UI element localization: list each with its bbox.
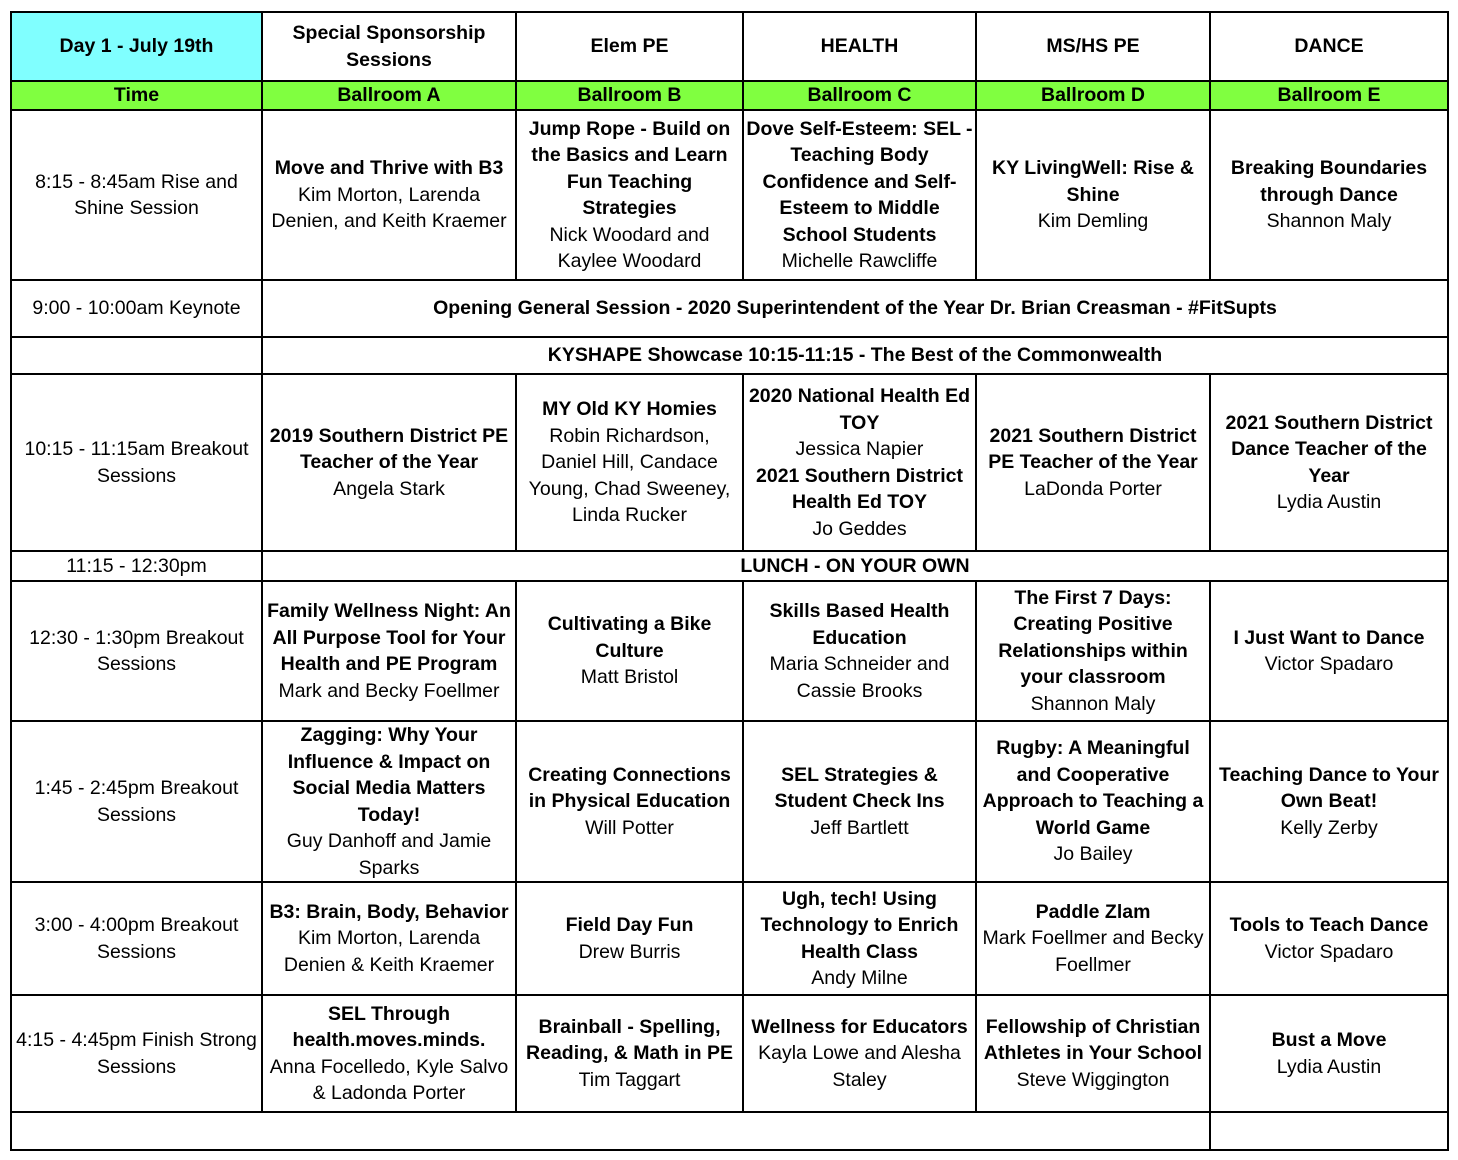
schedule-row bbox=[11, 374, 1448, 551]
session-presenter: Kim Demling bbox=[1037, 210, 1149, 233]
session-cell bbox=[976, 110, 1210, 280]
session-cell bbox=[516, 374, 743, 551]
session-presenter: Maria Schneider and Cassie Brooks bbox=[769, 653, 950, 702]
session-title: Brainball - Spelling, Reading, & Math in PE bbox=[526, 1015, 733, 1065]
time-slot: 9:00 - 10:00am Keynote bbox=[11, 280, 262, 337]
schedule-row bbox=[11, 551, 1448, 581]
session-presenter: Guy Danhoff and Jamie Sparks bbox=[286, 830, 492, 879]
session-presenter: Mark and Becky Foellmer bbox=[278, 679, 500, 702]
session-presenter: Steve Wiggington bbox=[1016, 1068, 1170, 1091]
session-cell bbox=[516, 581, 743, 721]
session-cell bbox=[516, 110, 743, 280]
session-cell bbox=[976, 882, 1210, 995]
session-cell bbox=[262, 374, 516, 551]
session-title: 2020 National Health Ed TOY bbox=[748, 385, 971, 434]
room-header-row bbox=[11, 81, 1448, 110]
session-title: 2021 Southern District Health Ed TOY bbox=[756, 464, 963, 513]
session-title: Teaching Dance to Your Own Beat! bbox=[1219, 763, 1439, 813]
track-header: DANCE bbox=[1210, 12, 1448, 81]
room-header: Ballroom B bbox=[516, 81, 743, 110]
session-cell bbox=[743, 882, 976, 995]
session-presenter: Jo Geddes bbox=[812, 517, 907, 540]
session-presenter: Andy Milne bbox=[811, 967, 908, 989]
session-presenter: Kelly Zerby bbox=[1280, 816, 1378, 839]
session-presenter: Matt Bristol bbox=[580, 666, 679, 689]
session-cell bbox=[262, 995, 516, 1112]
session-presenter: Kim Morton, Larenda Denien & Keith Kraemer bbox=[283, 927, 495, 976]
session-presenter: Victor Spadaro bbox=[1264, 653, 1394, 675]
schedule-row bbox=[11, 110, 1448, 280]
session-cell bbox=[262, 721, 516, 882]
showcase-banner: KYSHAPE Showcase 10:15-11:15 - The Best of the Commonwealth bbox=[262, 337, 1448, 374]
empty-cell bbox=[11, 1112, 1210, 1150]
session-title: Dove Self-Esteem: SEL - Teaching Body Confidence and Self-Esteem to Middle School Students bbox=[746, 117, 973, 246]
room-header: Ballroom A bbox=[262, 81, 516, 110]
schedule-row bbox=[11, 581, 1448, 721]
session-cell bbox=[1210, 882, 1448, 995]
session-cell bbox=[516, 995, 743, 1112]
time-slot: 4:15 - 4:45pm Finish Strong Sessions bbox=[11, 995, 262, 1112]
session-cell bbox=[1210, 110, 1448, 280]
schedule-row bbox=[11, 721, 1448, 882]
session-presenter: Victor Spadaro bbox=[1264, 940, 1394, 963]
empty-cell bbox=[1210, 1112, 1448, 1150]
session-presenter: Will Potter bbox=[585, 816, 674, 839]
session-title: Creating Connections in Physical Education bbox=[528, 763, 731, 813]
session-title: I Just Want to Dance bbox=[1233, 626, 1425, 649]
session-presenter: Jeff Bartlett bbox=[810, 816, 909, 839]
session-title: SEL Strategies & Student Check Ins bbox=[774, 763, 945, 813]
session-cell bbox=[516, 721, 743, 882]
time-slot: 12:30 - 1:30pm Breakout Sessions bbox=[11, 581, 262, 721]
session-cell bbox=[743, 581, 976, 721]
track-header: Elem PE bbox=[516, 12, 743, 81]
session-cell bbox=[976, 995, 1210, 1112]
session-presenter: Tim Taggart bbox=[578, 1068, 681, 1091]
session-title: Wellness for Educators bbox=[751, 1015, 968, 1038]
session-title: Family Wellness Night: An All Purpose Tool for Your Health and PE Program bbox=[267, 600, 511, 675]
session-title: Move and Thrive with B3 bbox=[274, 157, 504, 180]
empty-row bbox=[11, 1112, 1448, 1150]
lunch-break: LUNCH - ON YOUR OWN bbox=[262, 551, 1448, 581]
session-cell bbox=[1210, 581, 1448, 721]
schedule-row bbox=[11, 280, 1448, 337]
day-label: Day 1 - July 19th bbox=[11, 12, 262, 81]
room-header: Ballroom D bbox=[976, 81, 1210, 110]
session-presenter: LaDonda Porter bbox=[1024, 477, 1162, 500]
session-presenter: Kim Morton, Larenda Denien, and Keith Kraemer bbox=[271, 183, 507, 233]
track-header: MS/HS PE bbox=[976, 12, 1210, 81]
session-presenter: Robin Richardson, Daniel Hill, Candace Young, Chad Sweeney, Linda Rucker bbox=[528, 424, 731, 527]
session-presenter: Michelle Rawcliffe bbox=[781, 250, 938, 272]
session-presenter: Shannon Maly bbox=[1030, 692, 1156, 715]
schedule-row bbox=[11, 337, 1448, 374]
session-title: Fellowship of Christian Athletes in Your School bbox=[983, 1015, 1203, 1065]
session-title: Tools to Teach Dance bbox=[1229, 914, 1429, 936]
session-cell bbox=[262, 110, 516, 280]
session-title: SEL Through health.moves.minds. bbox=[292, 1002, 486, 1051]
session-cell bbox=[516, 882, 743, 995]
session-cell bbox=[262, 882, 516, 995]
track-header: Special Sponsorship Sessions bbox=[262, 12, 516, 81]
session-title: Jump Rope - Build on the Basics and Learn Fun Teaching Strategies bbox=[528, 117, 731, 219]
session-cell bbox=[743, 110, 976, 280]
session-title: B3: Brain, Body, Behavior bbox=[269, 900, 509, 923]
session-title: Paddle Zlam bbox=[1035, 900, 1151, 923]
session-cell bbox=[976, 374, 1210, 551]
session-presenter: Jessica Napier bbox=[795, 438, 924, 460]
session-title: Ugh, tech! Using Technology to Enrich Health Class bbox=[760, 887, 959, 963]
session-presenter: Mark Foellmer and Becky Foellmer bbox=[982, 927, 1204, 976]
session-cell bbox=[743, 374, 976, 551]
session-title: Skills Based Health Education bbox=[769, 600, 950, 649]
session-title: 2021 Southern District Dance Teacher of the Year bbox=[1225, 411, 1433, 487]
session-presenter: Lydia Austin bbox=[1276, 491, 1382, 513]
time-slot bbox=[11, 337, 262, 374]
schedule-row bbox=[11, 995, 1448, 1112]
time-slot: 8:15 - 8:45am Rise and Shine Session bbox=[11, 110, 262, 280]
session-title: 2021 Southern District PE Teacher of the Year bbox=[988, 424, 1198, 474]
session-cell bbox=[743, 995, 976, 1112]
schedule-row bbox=[11, 882, 1448, 995]
session-presenter: Jo Bailey bbox=[1053, 843, 1133, 866]
session-cell bbox=[976, 721, 1210, 882]
time-column-header: Time bbox=[11, 81, 262, 110]
session-cell bbox=[262, 581, 516, 721]
session-presenter: Drew Burris bbox=[578, 940, 681, 963]
track-header: HEALTH bbox=[743, 12, 976, 81]
session-presenter: Nick Woodard and Kaylee Woodard bbox=[549, 223, 710, 272]
time-slot: 3:00 - 4:00pm Breakout Sessions bbox=[11, 882, 262, 995]
session-presenter: Kayla Lowe and Alesha Staley bbox=[758, 1042, 961, 1091]
session-title: Cultivating a Bike Culture bbox=[547, 613, 712, 662]
session-cell bbox=[1210, 995, 1448, 1112]
session-cell bbox=[1210, 374, 1448, 551]
session-title: Rugby: A Meaningful and Cooperative Approach to Teaching a World Game bbox=[982, 737, 1204, 839]
session-cell bbox=[1210, 721, 1448, 882]
session-cell bbox=[976, 581, 1210, 721]
time-slot: 10:15 - 11:15am Breakout Sessions bbox=[11, 374, 262, 551]
session-title: Bust a Move bbox=[1271, 1029, 1387, 1051]
session-presenter: Anna Focelledo, Kyle Salvo & Ladonda Porter bbox=[269, 1055, 509, 1104]
time-slot: 1:45 - 2:45pm Breakout Sessions bbox=[11, 721, 262, 882]
session-title: 2019 Southern District PE Teacher of the Year bbox=[269, 424, 509, 474]
session-presenter: Shannon Maly bbox=[1266, 210, 1392, 233]
schedule-table bbox=[10, 11, 1449, 1151]
session-title: Field Day Fun bbox=[565, 914, 694, 936]
session-presenter: Angela Stark bbox=[333, 477, 445, 500]
room-header: Ballroom C bbox=[743, 81, 976, 110]
room-header: Ballroom E bbox=[1210, 81, 1448, 110]
session-cell bbox=[743, 721, 976, 882]
session-title: MY Old KY Homies bbox=[542, 398, 717, 421]
session-title: KY LivingWell: Rise & Shine bbox=[992, 157, 1194, 206]
session-presenter: Lydia Austin bbox=[1276, 1055, 1382, 1078]
keynote-session: Opening General Session - 2020 Superintendent of the Year Dr. Brian Creasman - #FitSupts bbox=[262, 280, 1448, 337]
time-slot: 11:15 - 12:30pm bbox=[11, 551, 262, 581]
session-title: Zagging: Why Your Influence & Impact on Social Media Matters Today! bbox=[287, 724, 491, 826]
session-title: The First 7 Days: Creating Positive Relationships within your classroom bbox=[998, 586, 1188, 689]
session-title: Breaking Boundaries through Dance bbox=[1230, 157, 1428, 206]
track-header-row bbox=[11, 12, 1448, 81]
